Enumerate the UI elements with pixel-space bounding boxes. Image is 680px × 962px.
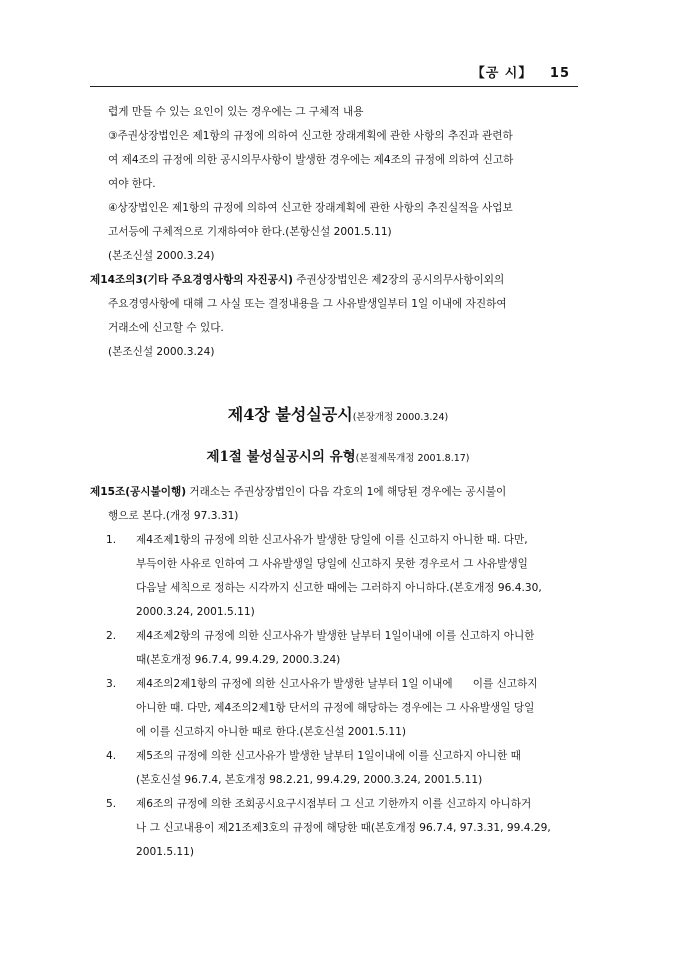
list-item <box>90 672 586 744</box>
block1 <box>90 100 586 268</box>
item-number: 1. <box>106 534 117 546</box>
section-heading <box>90 442 586 472</box>
text-line: (본조신설 2000.3.24) <box>108 250 215 262</box>
list-item <box>90 792 586 864</box>
text-line: 여야 한다. <box>108 178 156 190</box>
text-line: 주요경영사항에 대해 그 사실 또는 결정내용을 그 사유발생일부터 1일 이내에 자진하여 <box>108 298 507 310</box>
article-14-3 <box>90 268 586 364</box>
text-line: (본조신설 2000.3.24) <box>108 346 215 358</box>
text-line: 에 이를 신고하지 아니한 때로 한다.(본호신설 2001.5.11) <box>136 726 406 738</box>
section-note: (본절제목개정 2001.8.17) <box>355 453 470 464</box>
article-15 <box>90 480 586 864</box>
item-number: 5. <box>106 798 117 810</box>
document-body <box>90 100 586 864</box>
text-line: ③주권상장법인은 제1항의 규정에 의하여 신고한 장래계획에 관한 사항의 추진과 관련하 <box>108 130 513 142</box>
text-line: 제5조의 규정에 의한 신고사유가 발생한 날부터 1일이내에 이를 신고하지 아니한 때 <box>136 750 521 762</box>
text-line: 행으로 본다.(개정 97.3.31) <box>108 510 239 522</box>
text-line: 제4조제2항의 규정에 의한 신고사유가 발생한 날부터 1일이내에 이를 신고하지 아니한 <box>136 630 535 642</box>
text-line: 제4조제1항의 규정에 의한 신고사유가 발생한 당일에 이를 신고하지 아니한 때. 다만, <box>136 534 528 546</box>
list-item <box>90 624 586 672</box>
text-line: 아니한 때. 다만, 제4조의2제1항 단서의 규정에 해당하는 경우에는 그 사유발생일 당일 <box>136 702 535 714</box>
article-title: 제15조(공시불이행) <box>90 486 187 498</box>
item-number: 3. <box>106 678 117 690</box>
page-header <box>90 62 570 81</box>
text-line: 2001.5.11) <box>136 846 195 858</box>
page-number: 15 <box>549 66 570 81</box>
chapter-heading <box>90 400 586 430</box>
text-line: 부득이한 사유로 인하여 그 사유발생일 당일에 신고하지 못한 경우로서 그 사유발생일 <box>136 558 528 570</box>
article-first-line <box>90 480 586 504</box>
chapter-note: (본장개정 2000.3.24) <box>352 412 449 423</box>
item-number: 4. <box>106 750 117 762</box>
list-item <box>90 744 586 792</box>
text-line: 나 그 신고내용이 제21조제3호의 규정에 해당한 때(본호개정 96.7.4, 97.3.31, 99.4.29, <box>136 822 551 834</box>
text-line: ④상장법인은 제1항의 규정에 의하여 신고한 장래계획에 관한 사항의 추진실적을 사업보 <box>108 202 513 214</box>
text-line: 거래소에 신고할 수 있다. <box>108 322 224 334</box>
item-number: 2. <box>106 630 117 642</box>
article-text: 거래소는 주권상장법인이 다음 각호의 1에 해당된 경우에는 공시불이 <box>186 486 507 498</box>
article-first-line <box>90 268 586 292</box>
text-line: 때(본호개정 96.7.4, 99.4.29, 2000.3.24) <box>136 654 341 666</box>
text-line: 2000.3.24, 2001.5.11) <box>136 606 255 618</box>
header-rule <box>90 86 578 87</box>
section-title: 제1절 불성실공시의 유형 <box>206 449 356 465</box>
text-line: 고서등에 구체적으로 기재하여야 한다.(본항신설 2001.5.11) <box>108 226 392 238</box>
chapter-title: 제4장 불성실공시 <box>227 405 353 424</box>
article-text: 주권상장법인은 제2장의 공시의무사항이외의 <box>292 274 505 286</box>
text-line: (본호신설 96.7.4, 본호개정 98.2.21, 99.4.29, 2000.3.24, 2001.5.11) <box>136 774 483 786</box>
list-item <box>90 528 586 624</box>
text-line: 다음날 세칙으로 정하는 시각까지 신고한 때에는 그러하지 아니하다.(본호개정 96.4.30, <box>136 582 542 594</box>
text-line: 렵게 만들 수 있는 요인이 있는 경우에는 그 구체적 내용 <box>108 106 364 118</box>
article-title: 제14조의3(기타 주요경영사항의 자진공시) <box>90 274 293 286</box>
text-line: 여 제4조의 규정에 의한 공시의무사항이 발생한 경우에는 제4조의 규정에 의하여 신고하 <box>108 154 514 166</box>
text-line: 제6조의 규정에 의한 조회공시요구시점부터 그 신고 기한까지 이를 신고하지 아니하거 <box>136 798 532 810</box>
header-section: 【공 시】 <box>471 66 533 81</box>
text-line: 제4조의2제1항의 규정에 의한 신고사유가 발생한 날부터 1일 이내에 이를 신고하지 <box>136 678 538 690</box>
